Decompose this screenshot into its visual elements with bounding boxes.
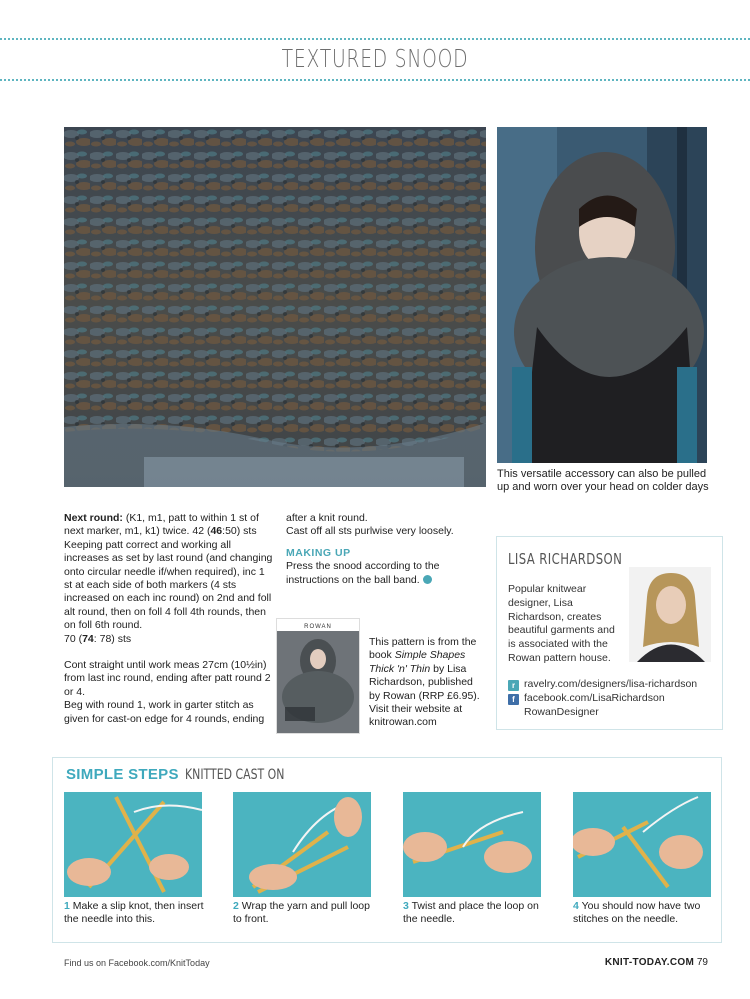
step-1-text bbox=[64, 900, 204, 926]
book-info bbox=[369, 636, 481, 730]
step-4-num: 4 bbox=[573, 900, 579, 912]
steps-title-b: KNITTED CAST ON bbox=[184, 767, 285, 783]
step-2-text bbox=[233, 900, 373, 926]
making-up-body: Press the snood according to the instructions on the ball band. bbox=[286, 560, 440, 586]
step-1-photo bbox=[64, 792, 202, 897]
facebook-link[interactable] bbox=[508, 692, 665, 705]
step-1-body: Make a slip knot, then insert the needle into this. bbox=[64, 900, 204, 925]
step-4-body: You should now have two stitches on the needle. bbox=[573, 900, 701, 925]
facebook-text[interactable]: facebook.com/LisaRichardson bbox=[524, 692, 665, 704]
step-2-body: Wrap the yarn and pull loop to front. bbox=[233, 900, 370, 925]
step-3-body: Twist and place the loop on the needle. bbox=[403, 900, 539, 925]
end-mark-icon bbox=[423, 575, 432, 584]
page-number: 79 bbox=[696, 957, 708, 968]
book-cover bbox=[276, 618, 360, 734]
designer-name: LISA RICHARDSON bbox=[508, 550, 623, 568]
next-round-tail: :50) sts bbox=[222, 525, 257, 538]
cont-straight-paragraph: Cont straight until work meas 27cm (10½in) from last inc round, ending after patt round 2 or 4. bbox=[64, 659, 271, 698]
footer-facebook: Find us on Facebook.com/KnitToday bbox=[64, 958, 210, 968]
designer-bio: Popular knitwear designer, Lisa Richardson, creates beautiful garments and is associated with the Rowan pattern house. bbox=[508, 583, 615, 664]
making-up-text bbox=[286, 560, 466, 587]
header-dotted-rule-bottom bbox=[0, 79, 750, 81]
count-a: 70 ( bbox=[64, 632, 83, 645]
increase-paragraph: Keeping patt correct and working all increases as set by last round (and changing onto circular needle if/when required), inc 1 st at each side of both markers (4 sts increased on each inc round) on 2nd and foll alt round, then on foll 4 foll 4th rounds, then on foll 6th round. bbox=[64, 538, 273, 632]
book-cover-brand: ROWAN bbox=[304, 624, 332, 630]
step-1-num: 1 bbox=[64, 900, 70, 912]
stitch-count bbox=[64, 633, 274, 646]
making-up-heading: MAKING UP bbox=[286, 546, 351, 559]
steps-title-a: SIMPLE STEPS bbox=[66, 766, 179, 783]
next-round-label: Next round: bbox=[64, 512, 123, 524]
header-dotted-rule-top bbox=[0, 38, 750, 40]
photo-caption: This versatile accessory can also be pulled up and worn over your head on colder days bbox=[497, 468, 709, 493]
designer-photo bbox=[629, 567, 711, 662]
cast-off-line: Cast off all sts purlwise very loosely. bbox=[286, 525, 454, 538]
facebook-link-cont[interactable]: RowanDesigner bbox=[524, 706, 599, 718]
step-4-photo bbox=[573, 792, 711, 897]
main-photo bbox=[64, 127, 486, 487]
model-photo bbox=[497, 127, 707, 463]
ravelry-icon: r bbox=[508, 680, 519, 691]
step-4-text bbox=[573, 900, 713, 926]
designer-box bbox=[496, 536, 723, 730]
pattern-column-2 bbox=[286, 512, 466, 587]
facebook-icon: f bbox=[508, 694, 519, 705]
step-3-num: 3 bbox=[403, 900, 409, 912]
next-round-bold: 46 bbox=[210, 525, 223, 538]
pattern-column-1 bbox=[64, 512, 274, 726]
book-title: Simple Shapes Thick 'n' Thin bbox=[369, 649, 466, 675]
ravelry-text[interactable]: ravelry.com/designers/lisa-richardson bbox=[524, 678, 698, 690]
count-b: : 78) sts bbox=[93, 632, 132, 645]
footer-site-name: KNIT-TODAY.COM bbox=[604, 957, 695, 968]
next-round-paragraph bbox=[64, 512, 274, 539]
footer-site bbox=[605, 957, 708, 968]
ravelry-link[interactable] bbox=[508, 678, 697, 691]
next-round-text: (K1, m1, patt to within 1 st of next marker, m1, k1) twice. 42 ( bbox=[64, 512, 259, 538]
book-text-a: This pattern is from the book bbox=[369, 636, 477, 662]
step-2-num: 2 bbox=[233, 900, 239, 912]
page-title: TEXTURED SNOOD bbox=[281, 44, 469, 73]
count-bold: 74 bbox=[82, 632, 94, 645]
after-knit-round: after a knit round. bbox=[286, 512, 368, 524]
step-3-photo bbox=[403, 792, 541, 897]
book-text-b: by Lisa Richardson, published by Rowan (RRP £6.95). Visit their website at knitrowan.com bbox=[369, 662, 480, 729]
step-2-photo bbox=[233, 792, 371, 897]
simple-steps-title bbox=[66, 766, 312, 784]
step-3-text bbox=[403, 900, 543, 926]
garter-paragraph: Beg with round 1, work in garter stitch as given for cast-on edge for 4 rounds, ending bbox=[64, 699, 265, 725]
